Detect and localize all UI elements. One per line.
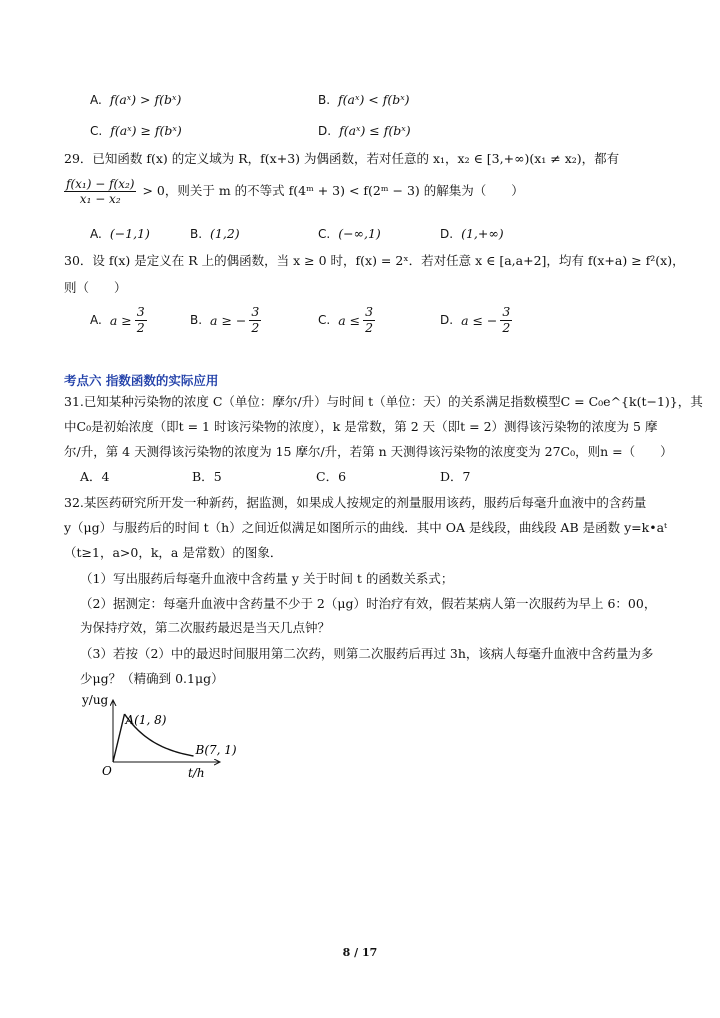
q30-option-c [318,306,375,334]
q31-option-b-value: 5 [213,469,222,484]
q29-option-d-letter: D. [440,227,454,241]
q29-option-c-expr: (−∞,1) [338,226,381,241]
q29-frac-denominator: x₁ − x₂ [79,192,121,206]
q28-option-c-letter: C. [90,124,103,138]
q30-option-d [440,306,512,334]
q30-option-c-den: 2 [365,319,374,335]
q30-option-d-num: 3 [502,304,511,319]
q30-option-d-letter: D. [440,313,454,327]
q32-sub1: （1）写出服药后每毫升血液中含药量 y 关于时间 t 的函数关系式； [80,571,454,586]
section-heading: 考点六 指数函数的实际应用 [64,373,219,388]
q32-sub2a: （2）据测定：每毫升血液中含药量不少于 2（μg）时治疗有效，假若某病人第一次服药为早上 6：00， [80,596,657,611]
q32-sub2b: 为保持疗效，第二次服药最迟是当天几点钟？ [80,620,331,635]
q30-option-c-num: 3 [365,304,374,319]
q29-line2 [64,178,524,205]
q32-sub3b: 少μg？（精确到 0.1μg） [80,671,224,686]
segment-oa [113,714,125,762]
q30-line1: 30．设 f(x) 是定义在 R 上的偶函数，当 x ≥ 0 时，f(x) = 2ˣ．若对任意 x ∈ [a,a+2]，均有 f(x+a) ≥ f²(x)， [64,253,685,268]
q30-option-a-letter: A. [90,313,102,327]
q29-option-b [190,226,240,241]
q31-option-d-value: 7 [462,469,471,484]
q31-line1: 31.已知某种污染物的浓度 C（单位：摩尔/升）与时间 t（单位：天）的关系满足指数模型C = C₀e^{k(t−1)}，其 [64,394,703,409]
q30-option-b-num: 3 [251,304,260,319]
q29-option-a-letter: A. [90,227,102,241]
q28-option-a-expr: f(aˣ) > f(bˣ) [109,92,182,107]
q28-option-a-letter: A. [90,93,102,107]
q28-option-b [318,92,410,107]
q30-option-a-den: 2 [136,319,145,335]
q31-option-b-letter: B． [192,469,214,484]
q30-option-a [90,306,147,334]
q30-option-c-frac [363,306,375,334]
q29-option-c [318,226,381,241]
q30-option-a-num: 3 [136,304,145,319]
q30-option-b-den: 2 [251,319,260,335]
q32-line1: 32.某医药研究所开发一种新药，据监测，如果成人按规定的剂量服用该药，服药后每毫升血液中的含药量 [64,495,647,510]
origin-label: O [102,764,112,778]
q30-option-b-lhs: a ≥ − [210,312,247,328]
q29-line1: 29．已知函数 f(x) 的定义域为 R，f(x+3) 为偶函数，若对任意的 x₁，x₂ ∈ [3,+∞)(x₁ ≠ x₂)，都有 [64,151,620,166]
q32-sub3a: （3）若按（2）中的最迟时间服用第二次药，则第二次服药后再过 3h，该病人每毫升血液中含药量为多 [80,646,654,661]
q30-line2: 则（ ） [64,280,127,295]
q31-option-d-letter: D． [440,469,463,484]
q28-option-c [90,123,182,138]
q32-line2: y（μg）与服药后的时间 t（h）之间近似满足如图所示的曲线．其中 OA 是线段，曲线段 AB 是函数 y=k•aᵗ [64,520,668,535]
q31-option-b [192,471,222,484]
q29-fraction [64,178,136,205]
q29-option-b-expr: (1,2) [210,226,240,241]
q28-option-d [318,123,411,138]
point-b-label: B(7, 1) [195,743,237,757]
q28-option-c-expr: f(aˣ) ≥ f(bˣ) [110,123,182,138]
q31-option-a [80,471,109,484]
q31-option-c-letter: C． [316,469,339,484]
drug-concentration-graph [70,688,240,780]
q30-option-d-frac [500,306,512,334]
q28-option-b-expr: f(aˣ) < f(bˣ) [338,92,410,107]
q31-option-d [440,471,470,484]
q28-option-d-expr: f(aˣ) ≤ f(bˣ) [339,123,411,138]
q30-option-a-lhs: a ≥ [109,312,132,328]
q31-option-c-value: 6 [338,469,347,484]
q29-line2-text: > 0，则关于 m 的不等式 f(4ᵐ + 3) < f(2ᵐ − 3) 的解集为（ ） [142,183,524,199]
q29-option-c-letter: C. [318,227,331,241]
q31-option-a-value: 4 [101,469,110,484]
q30-option-c-lhs: a ≤ [338,312,361,328]
q28-option-a [90,92,181,107]
q30-option-c-letter: C. [318,313,331,327]
q31-line2: 中C₀是初始浓度（即t = 1 时该污染物的浓度），k 是常数，第 2 天（即t = 2）测得该污染物的浓度为 5 摩 [64,419,658,434]
q30-option-b-letter: B. [190,313,203,327]
q31-option-a-letter: A． [80,469,102,484]
q29-option-a [90,226,150,241]
q31-option-c [316,471,346,484]
q28-option-b-letter: B. [318,93,331,107]
q30-option-d-den: 2 [502,319,511,335]
q30-option-b [190,306,261,334]
point-a-label: A(1, 8) [125,713,167,727]
q30-option-d-lhs: a ≤ − [461,312,498,328]
q28-option-d-letter: D. [318,124,332,138]
q32-line3: （t≥1，a>0，k，a 是常数）的图象． [64,545,283,560]
q30-option-b-frac [249,306,261,334]
q29-option-d-expr: (1,+∞) [461,226,504,241]
q31-line3: 尔/升，第 4 天测得该污染物的浓度为 15 摩尔/升，若第 n 天测得该污染物的浓度变为 27C₀，则n =（ ） [64,444,673,459]
q29-option-b-letter: B. [190,227,203,241]
q30-option-a-frac [135,306,147,334]
y-axis-label: y/ug [82,693,109,707]
q29-option-a-expr: (−1,1) [109,226,150,241]
page-number: 8 / 17 [342,946,378,959]
q29-frac-numerator: f(x₁) − f(x₂) [66,177,135,191]
q29-option-d [440,226,504,241]
x-axis-label: t/h [188,766,205,780]
